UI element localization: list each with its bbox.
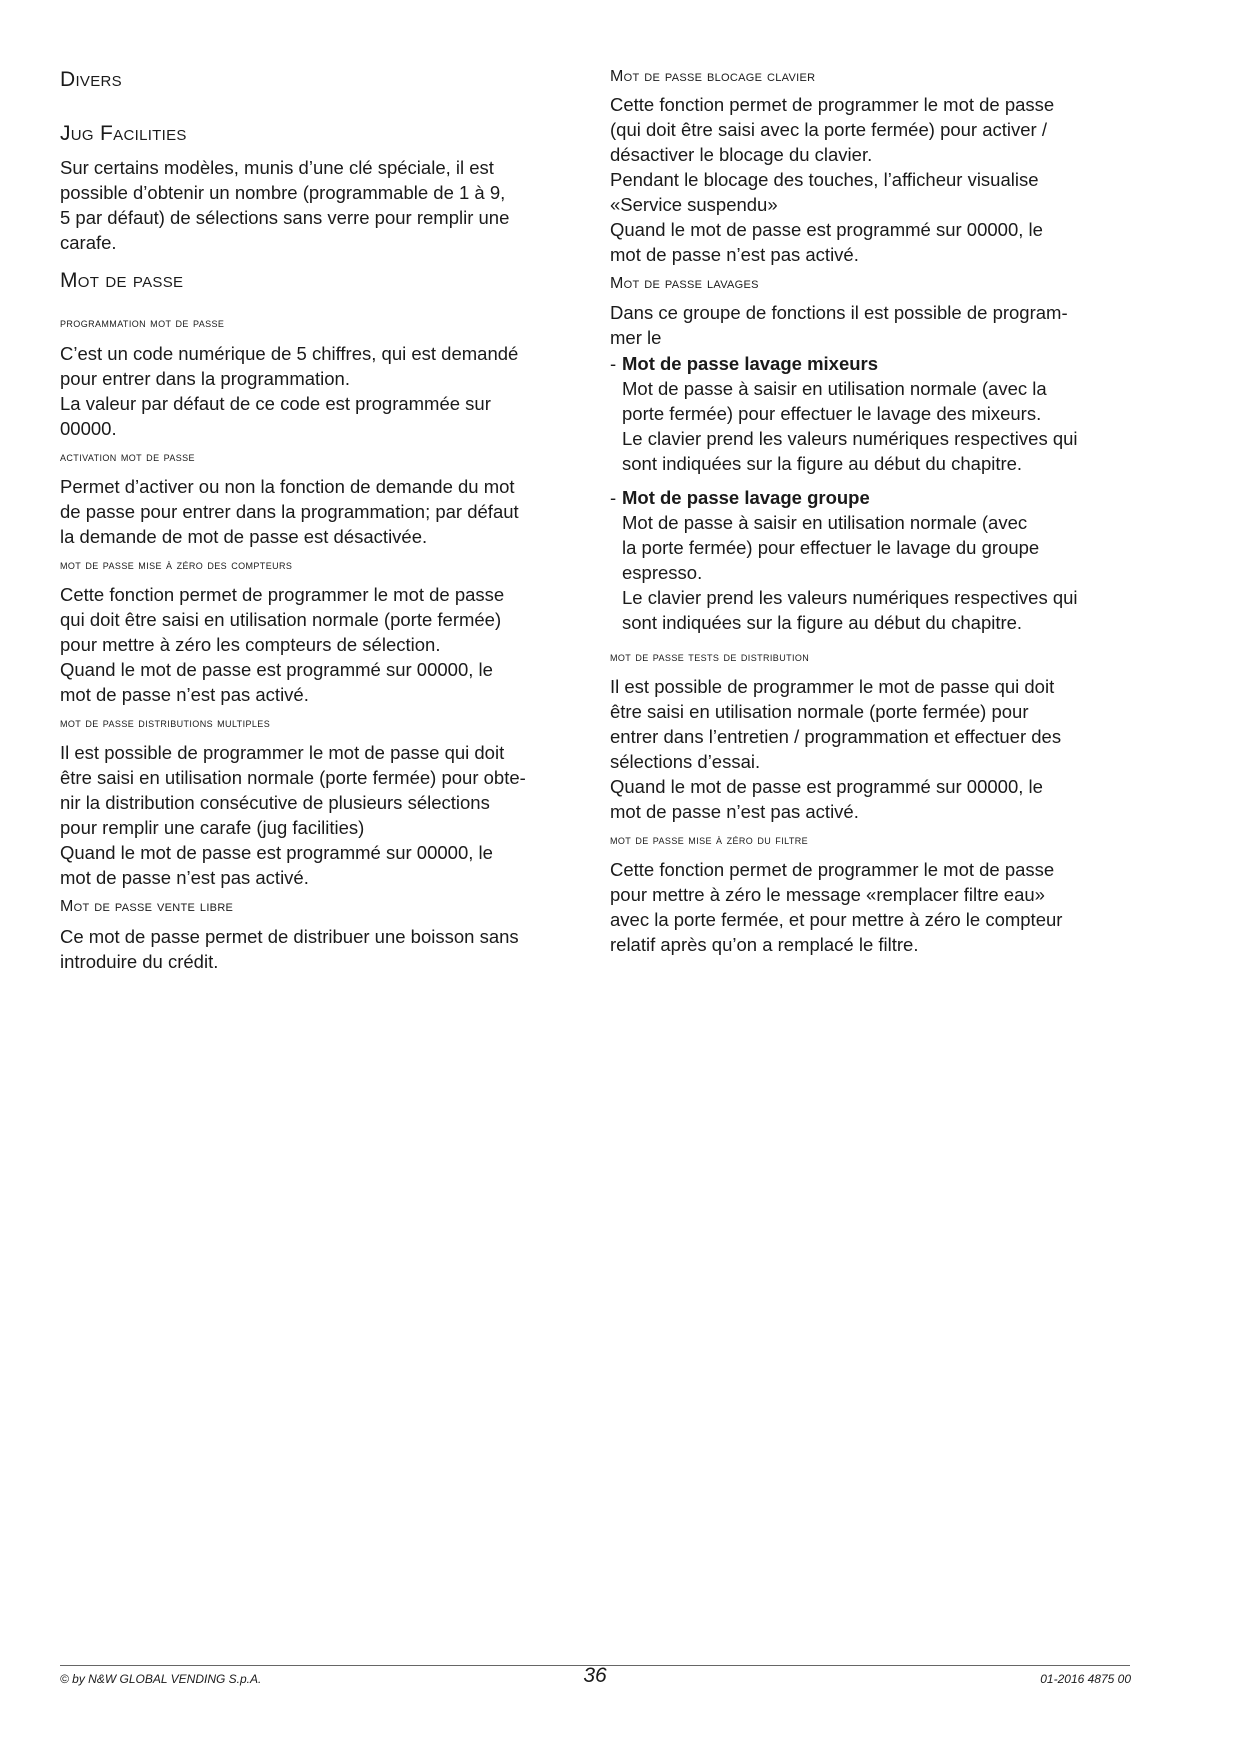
text-line: Sur certains modèles, munis d’une clé spéciale, il est xyxy=(60,157,494,178)
text-line: carafe. xyxy=(60,232,117,253)
text-line: introduire du crédit. xyxy=(60,951,219,972)
text-line: mot de passe n’est pas activé. xyxy=(610,244,859,265)
heading-activation: activation mot de passe xyxy=(60,449,195,464)
heading-blocage-clavier: Mot de passe blocage clavier xyxy=(610,68,816,85)
text-line: Le clavier prend les valeurs numériques respectives qui xyxy=(622,587,1078,608)
raz-filtre-text xyxy=(610,857,1140,957)
heading-vente-libre: Mot de passe vente libre xyxy=(60,898,234,915)
text-line: 00000. xyxy=(60,418,117,439)
text-line: de passe pour entrer dans la programmation; par défaut xyxy=(60,501,519,522)
tests-distribution-text xyxy=(610,674,1140,824)
lavage-groupe-text xyxy=(610,510,1140,635)
text-line: mer le xyxy=(610,327,662,348)
text-line: avec la porte fermée, et pour mettre à zéro le compteur xyxy=(610,909,1063,930)
distributions-multiples-text xyxy=(60,740,580,890)
heading-jug-facilities: Jug Facilities xyxy=(60,122,187,145)
bullet-title: Mot de passe lavage groupe xyxy=(622,487,870,508)
text-line: Il est possible de programmer le mot de passe qui doit xyxy=(610,676,1055,697)
text-line: relatif après qu’on a remplacé le filtre. xyxy=(610,934,919,955)
text-line: sélections d’essai. xyxy=(610,751,761,772)
heading-raz-filtre: mot de passe mise à zéro du filtre xyxy=(610,832,809,847)
heading-mot-de-passe: Mot de passe xyxy=(60,269,184,292)
text-line: sont indiquées sur la figure au début du chapitre. xyxy=(622,453,1023,474)
activation-text xyxy=(60,474,580,549)
text-line: Mot de passe à saisir en utilisation normale (avec la xyxy=(622,378,1047,399)
text-line: Cette fonction permet de programmer le mot de passe xyxy=(610,859,1055,880)
text-line: qui doit être saisi en utilisation normale (porte fermée) xyxy=(60,609,502,630)
text-line: la demande de mot de passe est désactivée. xyxy=(60,526,428,547)
text-line: La valeur par défaut de ce code est programmée sur xyxy=(60,393,491,414)
left-column xyxy=(60,64,580,974)
footer-copyright: © by N&W GLOBAL VENDING S.p.A. xyxy=(60,1672,262,1686)
text-line: Quand le mot de passe est programmé sur 00000, le xyxy=(610,776,1043,797)
text-line: Quand le mot de passe est programmé sur 00000, le xyxy=(610,219,1043,240)
text-line: mot de passe n’est pas activé. xyxy=(610,801,859,822)
text-line: Cette fonction permet de programmer le mot de passe xyxy=(610,94,1055,115)
text-line: désactiver le blocage du clavier. xyxy=(610,144,873,165)
heading-programmation: programmation mot de passe xyxy=(60,315,225,330)
heading-lavages: Mot de passe lavages xyxy=(610,275,759,292)
page-number: 36 xyxy=(583,1664,607,1687)
text-line: être saisi en utilisation normale (porte fermée) pour obte- xyxy=(60,767,526,788)
text-line: pour mettre à zéro les compteurs de sélection. xyxy=(60,634,441,655)
text-line: Pendant le blocage des touches, l’afficheur visualise xyxy=(610,169,1039,190)
heading-distributions-multiples: mot de passe distributions multiples xyxy=(60,715,271,730)
text-line: Ce mot de passe permet de distribuer une boisson sans xyxy=(60,926,519,947)
text-line: pour mettre à zéro le message «remplacer filtre eau» xyxy=(610,884,1045,905)
text-line: entrer dans l’entretien / programmation et effectuer des xyxy=(610,726,1062,747)
lavages-text xyxy=(610,300,1140,350)
heading-raz-compteurs: mot de passe mise à zéro des compteurs xyxy=(60,557,293,572)
text-line: pour remplir une carafe (jug facilities) xyxy=(60,817,365,838)
text-line: mot de passe n’est pas activé. xyxy=(60,684,309,705)
text-line: (qui doit être saisi avec la porte fermée) pour activer / xyxy=(610,119,1047,140)
text-line: Cette fonction permet de programmer le mot de passe xyxy=(60,584,505,605)
text-line: sont indiquées sur la figure au début du chapitre. xyxy=(622,612,1023,633)
text-line: 5 par défaut) de sélections sans verre pour remplir une xyxy=(60,207,510,228)
lavage-mixeurs-text xyxy=(610,376,1140,476)
text-line: C’est un code numérique de 5 chiffres, qui est demandé xyxy=(60,343,519,364)
text-line: espresso. xyxy=(622,562,703,583)
text-line: Quand le mot de passe est programmé sur 00000, le xyxy=(60,659,493,680)
bullet-dash: - xyxy=(610,487,617,508)
raz-compteurs-text xyxy=(60,582,580,707)
text-line: possible d’obtenir un nombre (programmable de 1 à 9, xyxy=(60,182,506,203)
heading-tests-distribution: mot de passe tests de distribution xyxy=(610,649,810,664)
bullet-dash: - xyxy=(610,353,617,374)
document-code: 01-2016 4875 00 xyxy=(1040,1672,1131,1686)
text-line: Il est possible de programmer le mot de passe qui doit xyxy=(60,742,505,763)
text-line: Quand le mot de passe est programmé sur 00000, le xyxy=(60,842,493,863)
programmation-text xyxy=(60,341,580,441)
text-line: Le clavier prend les valeurs numériques respectives qui xyxy=(622,428,1078,449)
jug-facilities-text xyxy=(60,155,580,255)
text-line: Permet d’activer ou non la fonction de demande du mot xyxy=(60,476,515,497)
bullet-title: Mot de passe lavage mixeurs xyxy=(622,353,879,374)
text-line: Mot de passe à saisir en utilisation normale (avec xyxy=(622,512,1028,533)
text-line: la porte fermée) pour effectuer le lavage du groupe xyxy=(622,537,1040,558)
text-line: Dans ce groupe de fonctions il est possible de program- xyxy=(610,302,1068,323)
text-line: nir la distribution consécutive de plusieurs sélections xyxy=(60,792,490,813)
blocage-clavier-text xyxy=(610,92,1140,267)
text-line: pour entrer dans la programmation. xyxy=(60,368,350,389)
vente-libre-text xyxy=(60,924,580,974)
text-line: être saisi en utilisation normale (porte fermée) pour xyxy=(610,701,1029,722)
text-line: porte fermée) pour effectuer le lavage des mixeurs. xyxy=(622,403,1042,424)
right-column xyxy=(610,64,1140,957)
bullet-lavage-groupe xyxy=(610,485,1140,510)
text-line: mot de passe n’est pas activé. xyxy=(60,867,309,888)
bullet-lavage-mixeurs xyxy=(610,351,1140,376)
text-line: «Service suspendu» xyxy=(610,194,778,215)
section-title-divers: Divers xyxy=(60,68,122,91)
